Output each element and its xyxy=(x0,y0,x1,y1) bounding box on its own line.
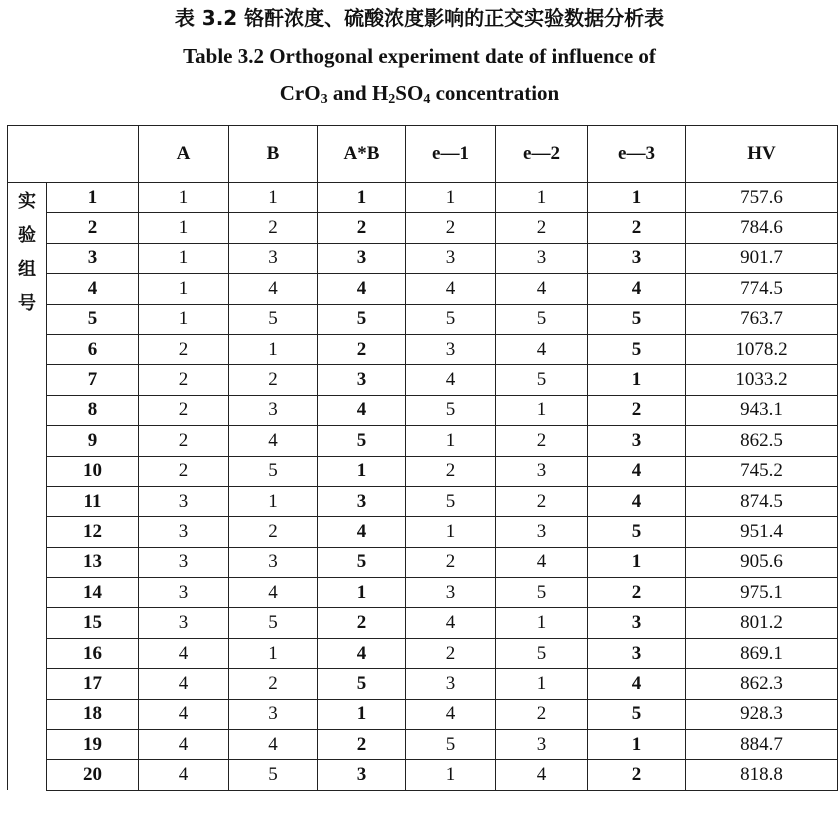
table-row xyxy=(8,304,838,334)
factor-level-cell: 1 xyxy=(229,486,318,516)
factor-level-cell: 2 xyxy=(588,395,686,425)
factor-level-cell: 3 xyxy=(318,760,406,790)
hv-value-cell: 757.6 xyxy=(686,183,838,213)
hv-value-cell: 951.4 xyxy=(686,517,838,547)
hv-value-cell: 1078.2 xyxy=(686,334,838,364)
factor-level-cell: 2 xyxy=(496,699,588,729)
table-row xyxy=(8,547,838,577)
orthogonal-experiment-table xyxy=(7,125,838,791)
table-row xyxy=(8,183,838,213)
table-row xyxy=(8,486,838,516)
table-row xyxy=(8,456,838,486)
row-index-cell: 8 xyxy=(47,395,139,425)
row-index-cell: 7 xyxy=(47,365,139,395)
table-row xyxy=(8,578,838,608)
factor-level-cell: 1 xyxy=(588,730,686,760)
factor-level-cell: 1 xyxy=(588,365,686,395)
hv-value-cell: 818.8 xyxy=(686,760,838,790)
factor-level-cell: 1 xyxy=(139,243,229,273)
factor-level-cell: 3 xyxy=(496,243,588,273)
table-row xyxy=(8,608,838,638)
hv-value-cell: 862.3 xyxy=(686,669,838,699)
factor-level-cell: 2 xyxy=(406,213,496,243)
factor-level-cell: 3 xyxy=(588,426,686,456)
factor-level-cell: 1 xyxy=(496,608,588,638)
row-index-cell: 18 xyxy=(47,699,139,729)
factor-level-cell: 2 xyxy=(588,213,686,243)
factor-level-cell: 1 xyxy=(496,395,588,425)
factor-level-cell: 5 xyxy=(496,304,588,334)
table-row xyxy=(8,274,838,304)
factor-level-cell: 5 xyxy=(588,304,686,334)
factor-level-cell: 4 xyxy=(318,517,406,547)
table-row xyxy=(8,760,838,790)
factor-level-cell: 3 xyxy=(406,243,496,273)
factor-level-cell: 4 xyxy=(406,365,496,395)
hv-value-cell: 801.2 xyxy=(686,608,838,638)
factor-level-cell: 5 xyxy=(229,456,318,486)
factor-level-cell: 2 xyxy=(229,669,318,699)
factor-level-cell: 4 xyxy=(588,486,686,516)
row-index-cell: 13 xyxy=(47,547,139,577)
table-row xyxy=(8,395,838,425)
factor-level-cell: 4 xyxy=(139,638,229,668)
factor-level-cell: 3 xyxy=(139,608,229,638)
factor-level-cell: 5 xyxy=(496,578,588,608)
factor-level-cell: 5 xyxy=(406,304,496,334)
factor-level-cell: 1 xyxy=(229,638,318,668)
factor-level-cell: 3 xyxy=(229,547,318,577)
group-label-char: 号 xyxy=(18,293,36,314)
factor-level-cell: 4 xyxy=(496,760,588,790)
factor-level-cell: 5 xyxy=(406,486,496,516)
header-cell-e2: e—2 xyxy=(496,126,588,183)
factor-level-cell: 1 xyxy=(318,578,406,608)
hv-value-cell: 943.1 xyxy=(686,395,838,425)
factor-level-cell: 5 xyxy=(496,638,588,668)
factor-level-cell: 3 xyxy=(229,243,318,273)
factor-level-cell: 2 xyxy=(496,213,588,243)
row-index-cell: 5 xyxy=(47,304,139,334)
row-index-cell: 17 xyxy=(47,669,139,699)
header-cell-a-times-b: A*B xyxy=(318,126,406,183)
title-english-line2: CrO$_3$ and $H_2SO_4$ concentration xyxy=(279,81,560,107)
factor-level-cell: 5 xyxy=(318,426,406,456)
factor-level-cell: 3 xyxy=(588,243,686,273)
factor-level-cell: 3 xyxy=(406,334,496,364)
factor-level-cell: 2 xyxy=(588,760,686,790)
factor-level-cell: 4 xyxy=(139,760,229,790)
factor-level-cell: 4 xyxy=(406,274,496,304)
table-row xyxy=(8,213,838,243)
hv-value-cell: 905.6 xyxy=(686,547,838,577)
table-row xyxy=(8,334,838,364)
factor-level-cell: 4 xyxy=(229,426,318,456)
factor-level-cell: 3 xyxy=(318,243,406,273)
row-index-cell: 2 xyxy=(47,213,139,243)
factor-level-cell: 1 xyxy=(406,183,496,213)
factor-level-cell: 5 xyxy=(406,730,496,760)
factor-level-cell: 3 xyxy=(318,486,406,516)
factor-level-cell: 1 xyxy=(588,183,686,213)
table-row xyxy=(8,426,838,456)
header-cell-a: A xyxy=(139,126,229,183)
factor-level-cell: 5 xyxy=(588,517,686,547)
factor-level-cell: 1 xyxy=(318,183,406,213)
table-row xyxy=(8,638,838,668)
factor-level-cell: 2 xyxy=(139,365,229,395)
factor-level-cell: 5 xyxy=(496,365,588,395)
factor-level-cell: 1 xyxy=(139,183,229,213)
group-label-char: 组 xyxy=(18,259,36,280)
factor-level-cell: 3 xyxy=(139,547,229,577)
factor-level-cell: 2 xyxy=(496,426,588,456)
factor-level-cell: 5 xyxy=(318,669,406,699)
row-index-cell: 15 xyxy=(47,608,139,638)
factor-level-cell: 1 xyxy=(496,669,588,699)
factor-level-cell: 3 xyxy=(229,699,318,729)
factor-level-cell: 4 xyxy=(588,669,686,699)
row-index-cell: 1 xyxy=(47,183,139,213)
factor-level-cell: 3 xyxy=(588,608,686,638)
factor-level-cell: 1 xyxy=(318,456,406,486)
factor-level-cell: 3 xyxy=(496,456,588,486)
factor-level-cell: 2 xyxy=(406,638,496,668)
row-index-cell: 16 xyxy=(47,638,139,668)
factor-level-cell: 4 xyxy=(139,730,229,760)
factor-level-cell: 1 xyxy=(229,334,318,364)
hv-value-cell: 928.3 xyxy=(686,699,838,729)
factor-level-cell: 4 xyxy=(588,456,686,486)
factor-level-cell: 2 xyxy=(229,517,318,547)
factor-level-cell: 4 xyxy=(229,274,318,304)
group-label-char: 实 xyxy=(18,191,36,212)
factor-level-cell: 1 xyxy=(318,699,406,729)
header-row xyxy=(8,126,838,183)
factor-level-cell: 2 xyxy=(139,395,229,425)
table-row xyxy=(8,699,838,729)
factor-level-cell: 2 xyxy=(588,578,686,608)
factor-level-cell: 5 xyxy=(229,760,318,790)
hv-value-cell: 745.2 xyxy=(686,456,838,486)
header-cell-b: B xyxy=(229,126,318,183)
hv-value-cell: 784.6 xyxy=(686,213,838,243)
factor-level-cell: 3 xyxy=(496,730,588,760)
factor-level-cell: 3 xyxy=(318,365,406,395)
factor-level-cell: 4 xyxy=(496,274,588,304)
factor-level-cell: 2 xyxy=(139,456,229,486)
factor-level-cell: 1 xyxy=(139,213,229,243)
factor-level-cell: 4 xyxy=(139,699,229,729)
factor-level-cell: 4 xyxy=(406,699,496,729)
row-index-cell: 11 xyxy=(47,486,139,516)
header-cell-hv: HV xyxy=(686,126,838,183)
hv-value-cell: 874.5 xyxy=(686,486,838,516)
hv-value-cell: 975.1 xyxy=(686,578,838,608)
factor-level-cell: 2 xyxy=(406,456,496,486)
factor-level-cell: 4 xyxy=(229,730,318,760)
factor-level-cell: 4 xyxy=(229,578,318,608)
factor-level-cell: 1 xyxy=(588,547,686,577)
hv-value-cell: 884.7 xyxy=(686,730,838,760)
group-label-cell xyxy=(8,183,47,791)
header-cell-e3: e—3 xyxy=(588,126,686,183)
factor-level-cell: 4 xyxy=(318,395,406,425)
table-row xyxy=(8,517,838,547)
factor-level-cell: 3 xyxy=(139,486,229,516)
factor-level-cell: 5 xyxy=(318,304,406,334)
factor-level-cell: 5 xyxy=(318,547,406,577)
factor-level-cell: 2 xyxy=(229,213,318,243)
hv-value-cell: 869.1 xyxy=(686,638,838,668)
factor-level-cell: 4 xyxy=(588,274,686,304)
header-cell-e1: e—1 xyxy=(406,126,496,183)
factor-level-cell: 1 xyxy=(496,183,588,213)
row-index-cell: 3 xyxy=(47,243,139,273)
factor-level-cell: 4 xyxy=(406,608,496,638)
factor-level-cell: 1 xyxy=(139,304,229,334)
factor-level-cell: 2 xyxy=(318,730,406,760)
hv-value-cell: 774.5 xyxy=(686,274,838,304)
factor-level-cell: 2 xyxy=(496,486,588,516)
table-row xyxy=(8,669,838,699)
factor-level-cell: 3 xyxy=(406,669,496,699)
factor-level-cell: 4 xyxy=(318,638,406,668)
factor-level-cell: 4 xyxy=(318,274,406,304)
factor-level-cell: 5 xyxy=(588,334,686,364)
factor-level-cell: 2 xyxy=(229,365,318,395)
factor-level-cell: 2 xyxy=(318,334,406,364)
factor-level-cell: 3 xyxy=(588,638,686,668)
table-row xyxy=(8,730,838,760)
factor-level-cell: 5 xyxy=(229,608,318,638)
group-label-char: 验 xyxy=(18,225,36,246)
factor-level-cell: 2 xyxy=(318,213,406,243)
factor-level-cell: 3 xyxy=(139,517,229,547)
row-index-cell: 6 xyxy=(47,334,139,364)
factor-level-cell: 1 xyxy=(229,183,318,213)
row-index-cell: 9 xyxy=(47,426,139,456)
factor-level-cell: 5 xyxy=(406,395,496,425)
table-body xyxy=(8,183,838,791)
factor-level-cell: 1 xyxy=(139,274,229,304)
factor-level-cell: 4 xyxy=(139,669,229,699)
hv-value-cell: 1033.2 xyxy=(686,365,838,395)
table-header xyxy=(8,126,838,183)
factor-level-cell: 5 xyxy=(588,699,686,729)
row-index-cell: 4 xyxy=(47,274,139,304)
factor-level-cell: 4 xyxy=(496,547,588,577)
table-row xyxy=(8,365,838,395)
factor-level-cell: 2 xyxy=(406,547,496,577)
factor-level-cell: 1 xyxy=(406,426,496,456)
header-cell-empty xyxy=(8,126,139,183)
table-row xyxy=(8,243,838,273)
factor-level-cell: 2 xyxy=(139,334,229,364)
factor-level-cell: 1 xyxy=(406,517,496,547)
row-index-cell: 14 xyxy=(47,578,139,608)
factor-level-cell: 3 xyxy=(139,578,229,608)
hv-value-cell: 901.7 xyxy=(686,243,838,273)
title-english-line1: Table 3.2 Orthogonal experiment date of influence of xyxy=(183,44,656,68)
hv-value-cell: 763.7 xyxy=(686,304,838,334)
row-index-cell: 12 xyxy=(47,517,139,547)
factor-level-cell: 3 xyxy=(229,395,318,425)
factor-level-cell: 5 xyxy=(229,304,318,334)
factor-level-cell: 3 xyxy=(406,578,496,608)
hv-value-cell: 862.5 xyxy=(686,426,838,456)
factor-level-cell: 3 xyxy=(496,517,588,547)
row-index-cell: 20 xyxy=(47,760,139,790)
factor-level-cell: 1 xyxy=(406,760,496,790)
factor-level-cell: 2 xyxy=(139,426,229,456)
row-index-cell: 10 xyxy=(47,456,139,486)
factor-level-cell: 2 xyxy=(318,608,406,638)
row-index-cell: 19 xyxy=(47,730,139,760)
title-chinese: 表 3.2 铬酐浓度、硫酸浓度影响的正交实验数据分析表 xyxy=(174,6,665,30)
factor-level-cell: 4 xyxy=(496,334,588,364)
